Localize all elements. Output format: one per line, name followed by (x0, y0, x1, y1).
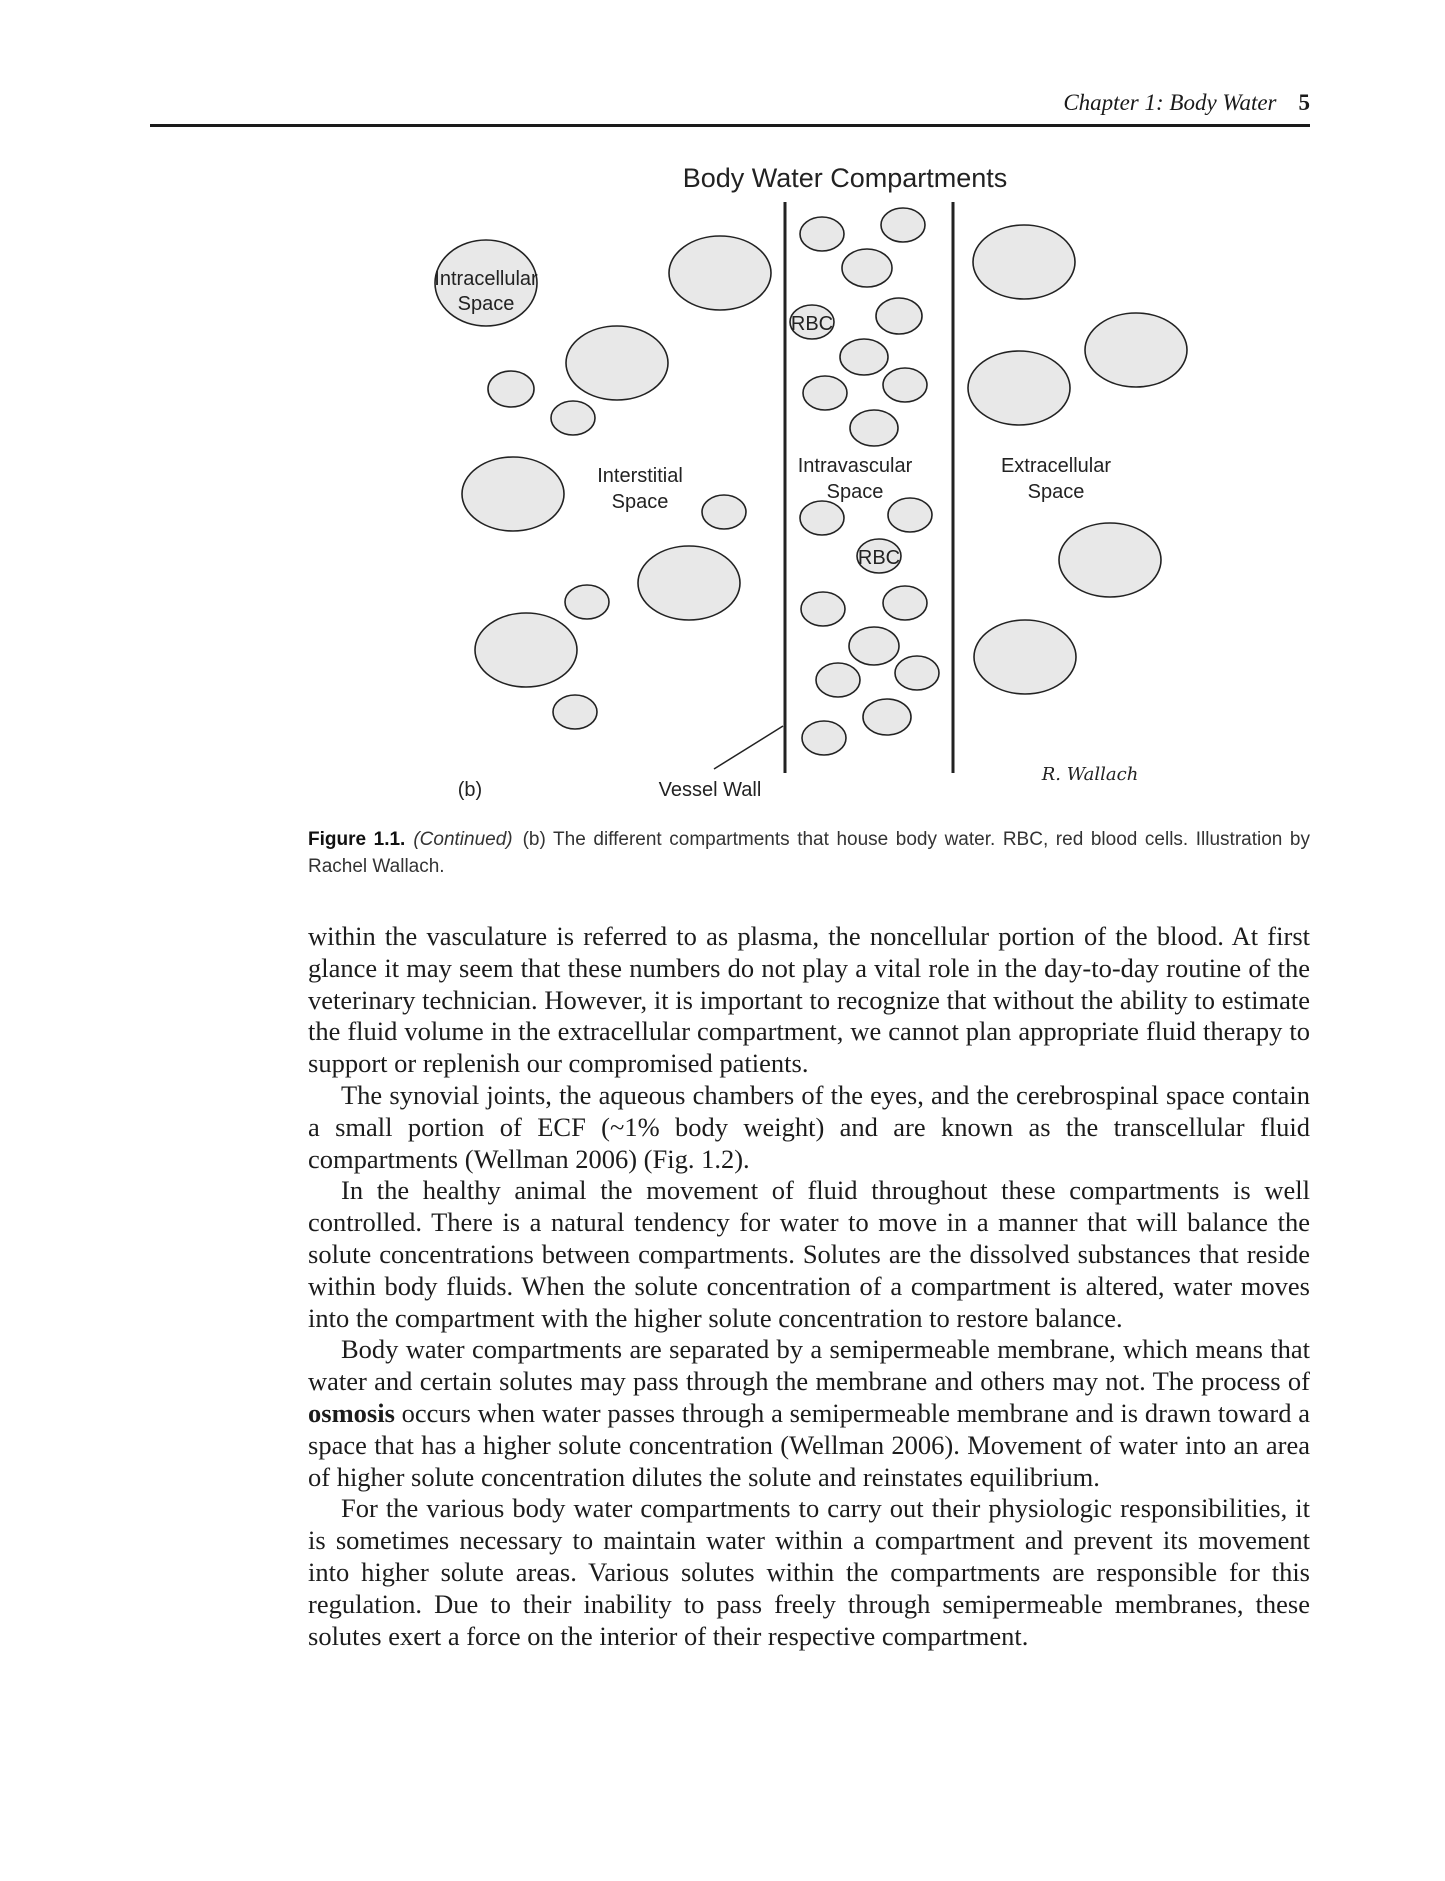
cell-ellipse (973, 225, 1075, 299)
cell-ellipse (888, 498, 932, 532)
rbc-label: RBC (857, 547, 901, 569)
paragraph-text: Body water compartments are separated by a semipermeable membrane, which means that water and certain solutes may pass through the membrane and others may not. The process of (308, 1334, 1310, 1397)
cell-ellipse (1085, 313, 1187, 387)
cell-ellipse (883, 368, 927, 402)
body-text (308, 921, 1310, 1652)
paragraph-text: occurs when water passes through a semipermeable membrane and is drawn toward a space that has a higher solute concentration (Wellman 2006). Movement of water into an area of higher solute concentration dilutes the solute and reinstates equilibrium. (308, 1397, 1310, 1492)
cell-ellipse (800, 217, 844, 251)
cell-ellipse (974, 620, 1076, 694)
cell-ellipse (863, 699, 911, 735)
figure-title: Body Water Compartments (682, 163, 1008, 193)
cell-ellipse (801, 592, 845, 626)
cell-ellipse (1059, 523, 1161, 597)
cell-ellipse (881, 208, 925, 242)
cell-ellipse (840, 339, 888, 375)
caption-label: Figure 1.1. (308, 829, 406, 850)
label-extracellular-line1: Extracellular (1000, 455, 1112, 477)
cell-ellipse (849, 627, 899, 665)
label-intravascular-line2: Space (826, 481, 884, 503)
label-extracellular-line2: Space (1027, 481, 1085, 503)
paragraph: The synovial joints, the aqueous chambers of the eyes, and the cerebrospinal space contain a small portion of ECF (~1% body weight) and are known as the transcellular fluid compartments (Wellman 2006) (Fig. 1.2). (308, 1079, 1310, 1174)
paragraph (308, 1334, 1310, 1493)
chapter-title: Chapter 1: Body Water (1063, 90, 1277, 115)
figure-caption (308, 826, 1310, 880)
paragraph: In the healthy animal the movement of fluid throughout these compartments is well controlled. There is a natural tendency for water to move in a manner that will balance the solute concentrations between compartments. Solutes are the dissolved substances that reside within body fluids. When the solute concentration of a compartment is altered, water moves into the compartment with the higher solute concentration to restore balance. (308, 1175, 1310, 1333)
caption-text: (b) The different compartments that house body water. RBC, red blood cells. Illustration by Rachel Wallach. (308, 829, 1310, 877)
cell-ellipse (702, 495, 746, 529)
label-intravascular-line1: Intravascular (797, 455, 913, 477)
paragraph: within the vasculature is referred to as plasma, the noncellular portion of the blood. At first glance it may seem that these numbers do not play a vital role in the day-to-day routine of the veterinary technician. However, it is important to recognize that without the ability to estimate the fluid volume in the extracellular compartment, we cannot plan appropriate fluid therapy to support or replenish our compromised patients. (308, 921, 1310, 1079)
vessel-wall-pointer (714, 726, 783, 769)
cell-ellipse (803, 376, 847, 410)
cell-ellipse (850, 410, 898, 446)
cell-ellipse (802, 721, 846, 755)
cell-ellipse (968, 351, 1070, 425)
body-water-compartments-figure (0, 0, 1445, 820)
cell-ellipse (876, 298, 922, 334)
page-number: 5 (1298, 90, 1310, 115)
cell-ellipse (669, 236, 771, 310)
cell-ellipse (883, 586, 927, 620)
cell-ellipse (566, 326, 668, 400)
rbc-label: RBC (790, 313, 834, 335)
cell-ellipse (462, 457, 564, 531)
key-term-osmosis: osmosis (308, 1397, 395, 1428)
cell-ellipse (565, 585, 609, 619)
illustrator-signature: R. Wallach (1041, 764, 1139, 785)
caption-continued: (Continued) (413, 829, 513, 850)
cell-ellipse (551, 401, 595, 435)
cell-ellipse (638, 546, 740, 620)
cell-ellipse (895, 656, 939, 690)
panel-label: (b) (457, 779, 483, 801)
cell-ellipse (816, 663, 860, 697)
cell-ellipse (800, 501, 844, 535)
label-intracellular-line1: Intracellular (434, 268, 538, 290)
label-interstitial-line2: Space (611, 491, 669, 513)
cell-ellipse (475, 613, 577, 687)
cell-ellipse (488, 371, 534, 407)
label-vessel-wall: Vessel Wall (658, 779, 762, 801)
label-interstitial-line1: Interstitial (597, 465, 683, 487)
label-intracellular-line2: Space (457, 293, 515, 315)
paragraph: For the various body water compartments to carry out their physiologic responsibilities, it is sometimes necessary to maintain water within a compartment and prevent its movement into higher solute areas. Various solutes within the compartments are responsible for this regulation. Due to their inability to pass freely through semipermeable membranes, these solutes exert a force on the interior of their respective compartment. (308, 1493, 1310, 1651)
cell-ellipse (842, 249, 892, 287)
cell-ellipse (553, 695, 597, 729)
